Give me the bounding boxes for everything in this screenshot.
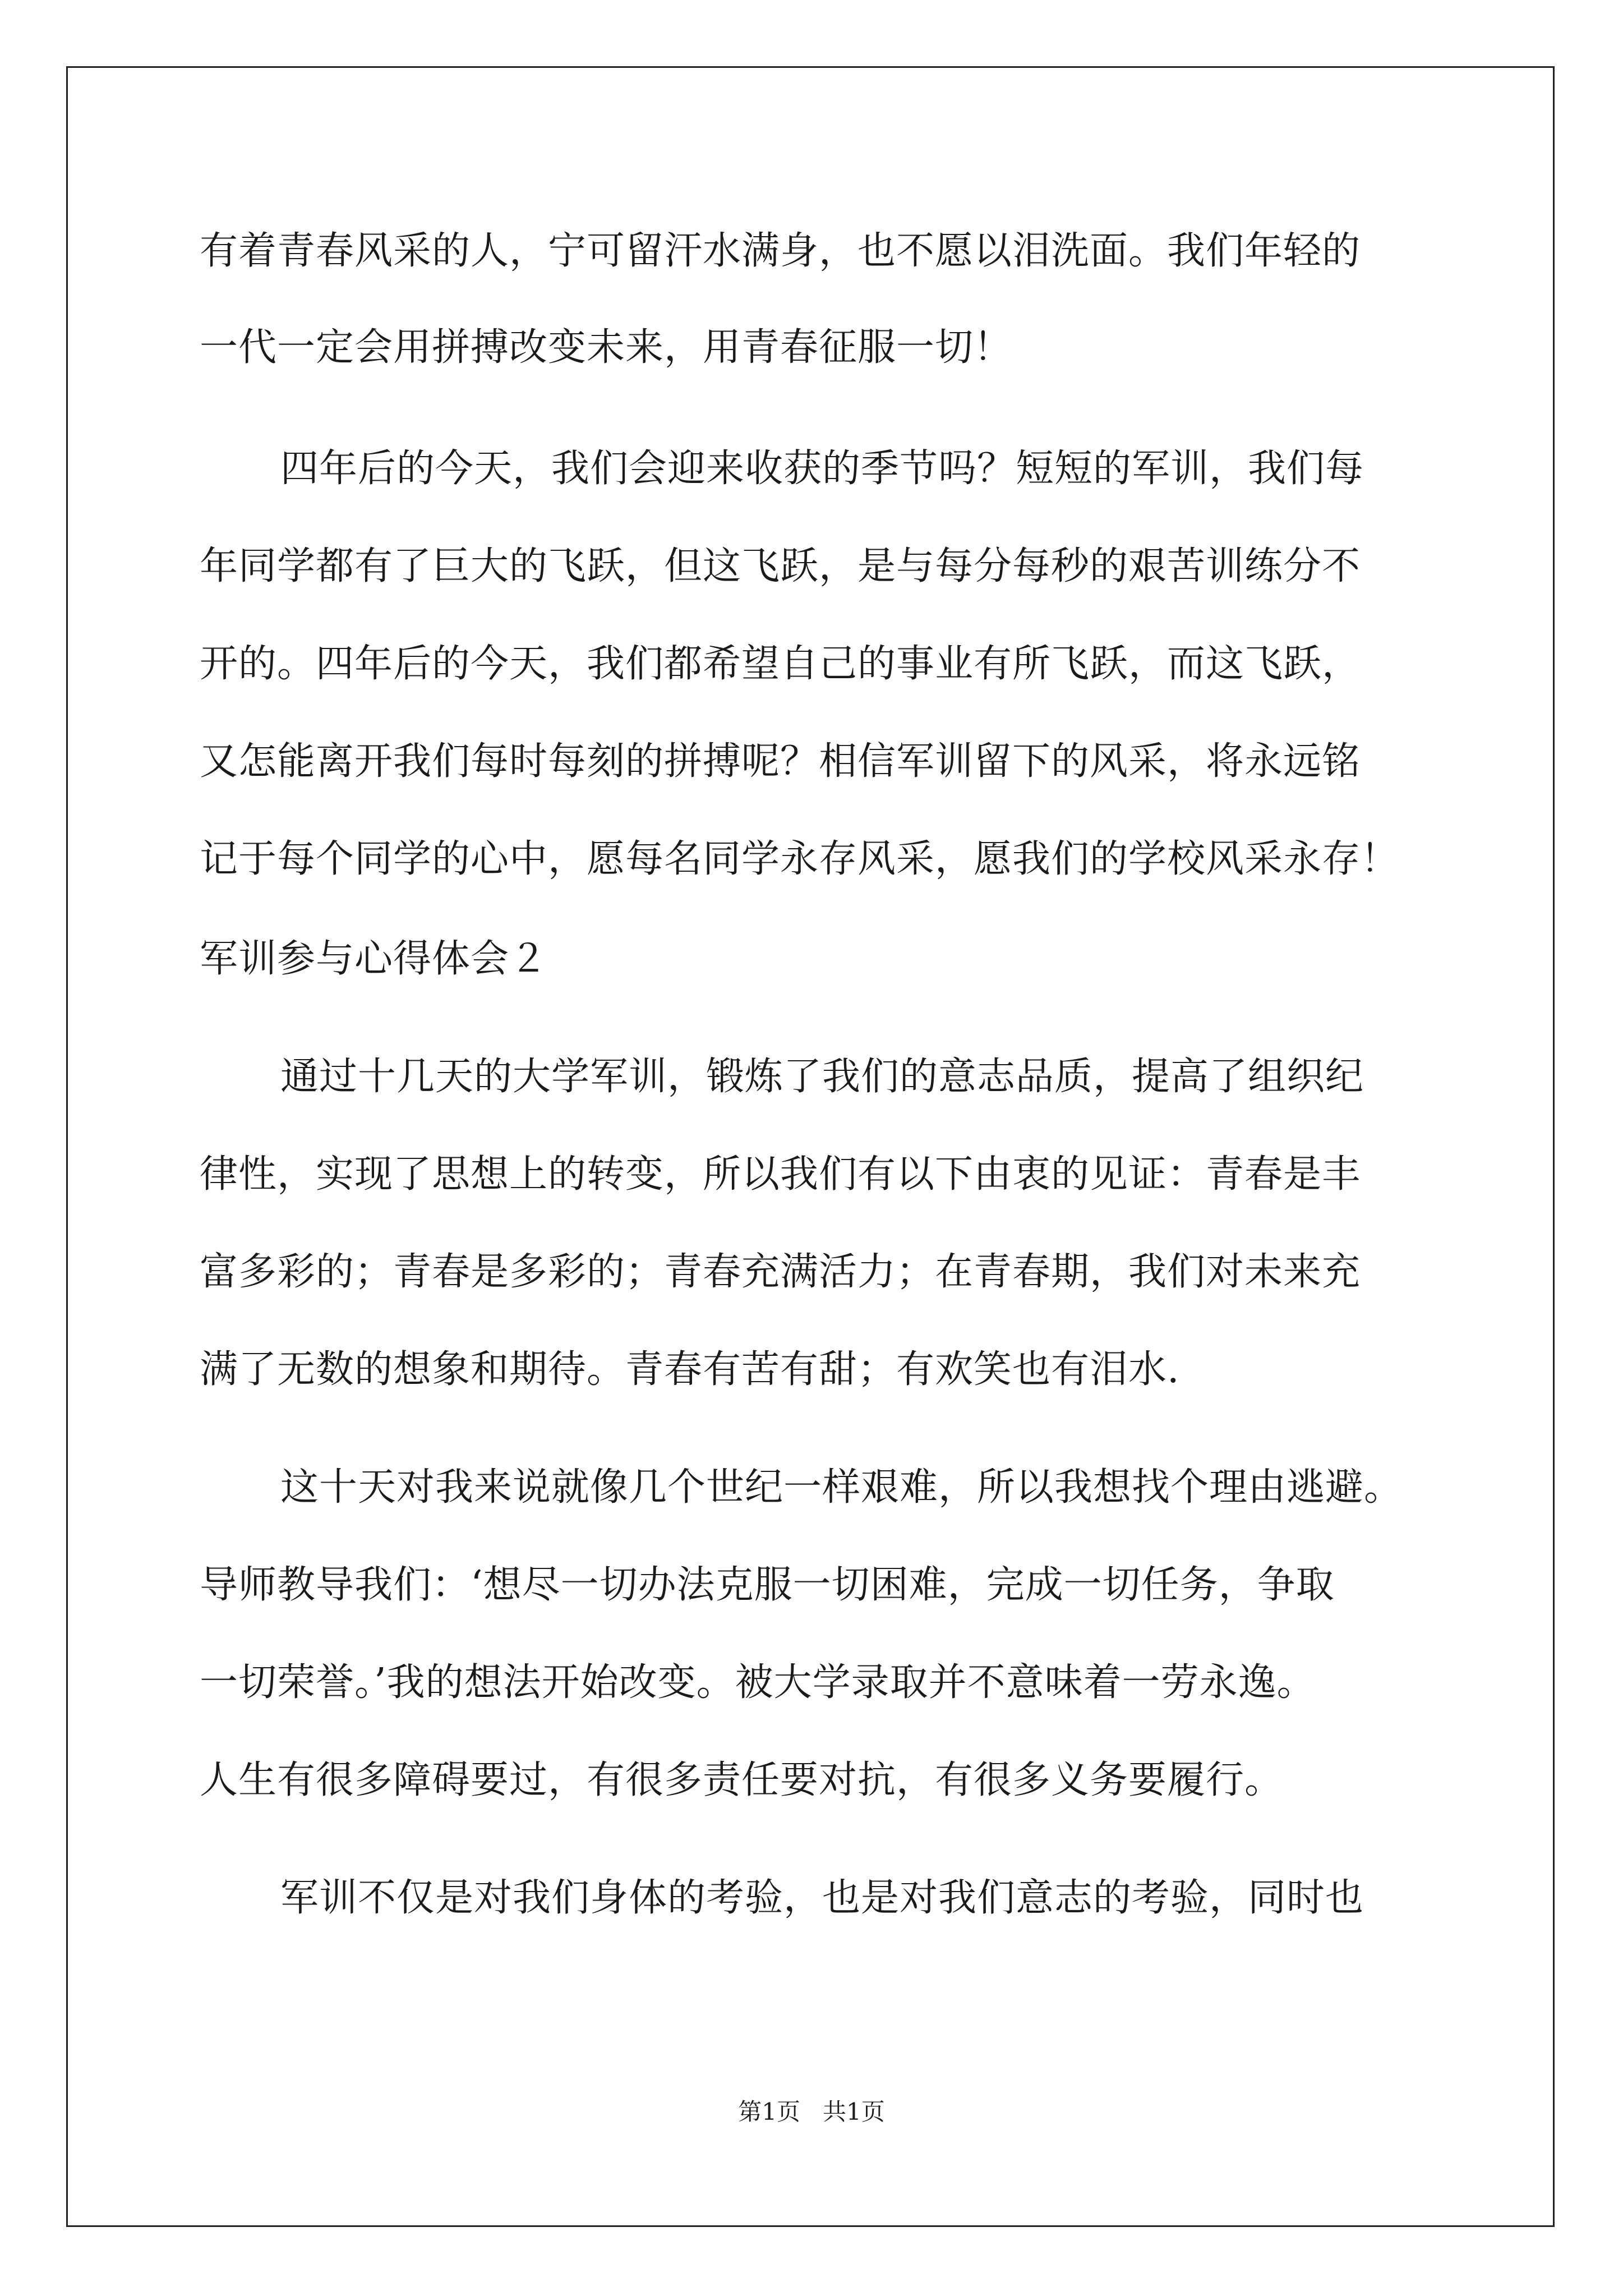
text-line-7: 记于每个同学的心中，愿每名同学永存风采，愿我们的学校风采永存！ bbox=[200, 837, 1400, 881]
text-line-6: 又怎能离开我们每时每刻的拼搏呢？相信军训留下的风采，将永远铭 bbox=[200, 739, 1361, 784]
text-line-1: 有着青春风采的人，宁可留汗水满身，也不愿以泪洗面。我们年轻的 bbox=[200, 229, 1361, 273]
section-heading: 军训参与心得体会２ bbox=[200, 937, 548, 981]
text-line-13: 这十天对我来说就像几个世纪一样艰难，所以我想找个理由逃避。 bbox=[280, 1465, 1403, 1510]
text-line-17: 军训不仅是对我们身体的考验，也是对我们意志的考验，同时也 bbox=[280, 1876, 1364, 1920]
text-line-11: 富多彩的；青春是多彩的；青春充满活力；在青春期，我们对未来充 bbox=[200, 1250, 1361, 1294]
text-line-4: 年同学都有了巨大的飞跃，但这飞跃，是与每分每秒的艰苦训练分不 bbox=[200, 544, 1361, 588]
text-line-2: 一代一定会用拼搏改变未来，用青春征服一切！ bbox=[200, 325, 1013, 370]
text-line-9: 通过十几天的大学军训，锻炼了我们的意志品质，提高了组织纪 bbox=[280, 1055, 1364, 1099]
text-line-15: 一切荣誉。’我的想法开始改变。被大学录取并不意味着一劳永逸。 bbox=[200, 1660, 1316, 1705]
text-line-14: 导师教导我们：‘想尽一切办法克服一切困难，完成一切任务，争取 bbox=[200, 1563, 1335, 1607]
text-line-5: 开的。四年后的今天，我们都希望自己的事业有所飞跃，而这飞跃， bbox=[200, 642, 1361, 686]
text-line-10: 律性，实现了思想上的转变，所以我们有以下由衷的见证：青春是丰 bbox=[200, 1152, 1361, 1197]
page-footer: 第1页 共1页 bbox=[738, 2098, 885, 2125]
text-line-12: 满了无数的想象和期待。青春有苦有甜；有欢笑也有泪水. bbox=[200, 1347, 1180, 1392]
text-line-3: 四年后的今天，我们会迎来收获的季节吗？短短的军训，我们每 bbox=[280, 447, 1364, 491]
text-line-16: 人生有很多障碍要过，有很多责任要对抗，有很多义务要履行。 bbox=[200, 1758, 1284, 1802]
